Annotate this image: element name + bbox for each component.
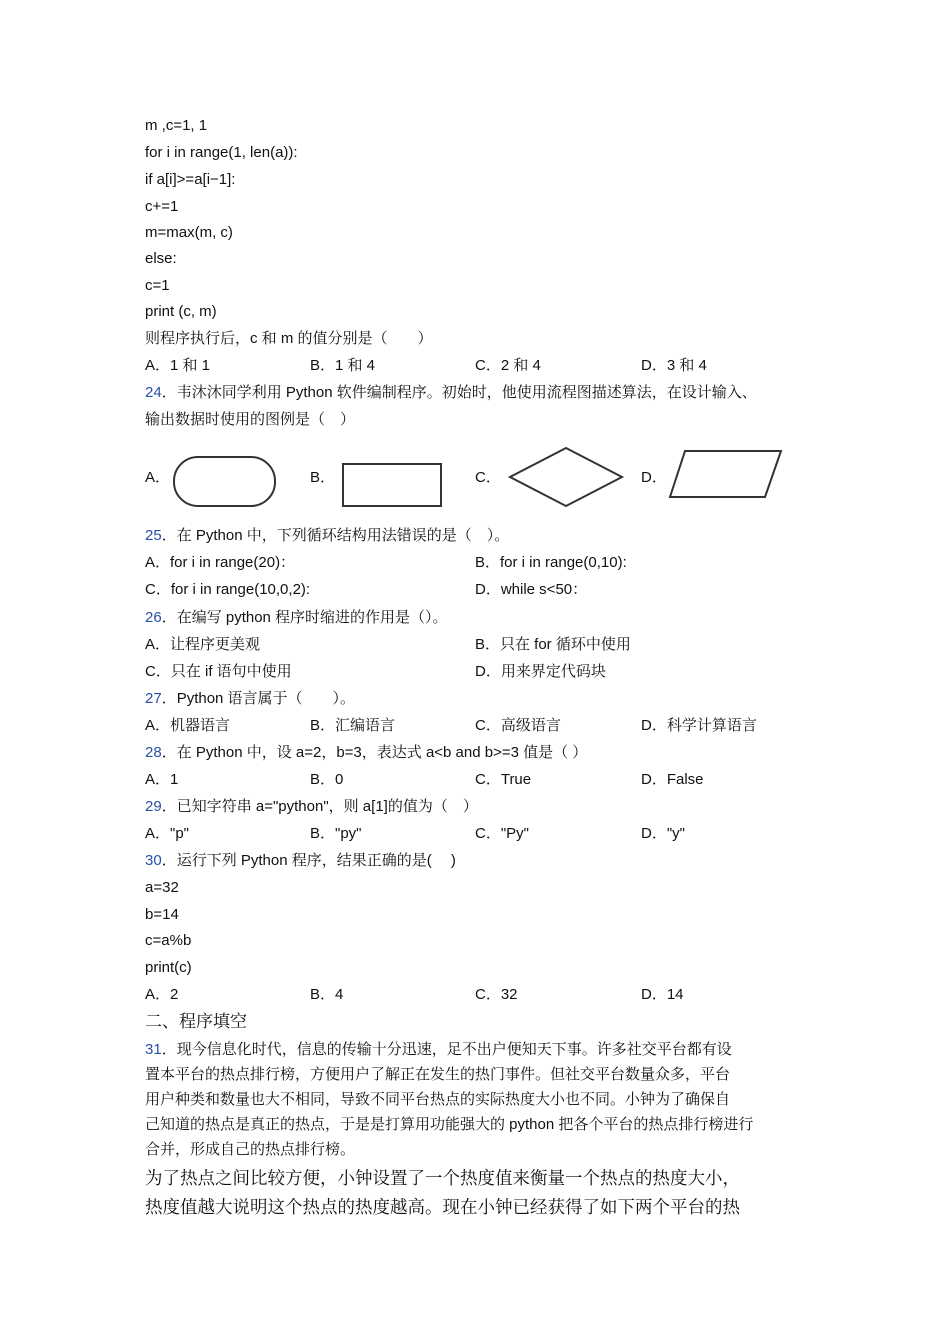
code-line: if a[i]>=a[i−1]: [145,171,236,188]
code-line: print(c) [145,959,192,976]
code-line: c=1 [145,277,170,294]
q26-option-d: D．用来界定代码块 [475,663,606,680]
question-31-text: 己知道的热点是真正的热点，于是是打算用功能强大的 python 把各个平台的热点排行榜进行 [145,1116,754,1133]
q24-option-d-label: D． [641,469,667,486]
q25-option-a: A．for i in range(20)： [145,554,296,571]
q27-option-c: C．高级语言 [475,717,561,734]
q25-option-d: D．while s<50： [475,581,588,598]
code-line: c=a%b [145,932,192,949]
question-31-text: 用户种类和数量也大不相同，导致不同平台热点的实际热度大小也不同。小钟为了确保自 [145,1091,731,1108]
section-heading: 二、程序填空 [145,1012,247,1031]
stem-text: ．在编写 python 程序时缩进的作用是（）。 [161,609,448,626]
q25-option-c: C．for i in range(10,0,2): [145,581,311,598]
question-29-stem [145,797,478,817]
question-24-stem [145,383,757,403]
q30-option-a: A．2 [145,986,179,1003]
question-number: 26 [145,609,162,626]
stem-text: ．现今信息化时代，信息的传输十分迅速，足不出户便知天下事。许多社交平台都有设 [161,1041,732,1058]
code-line: for i in range(1, len(a)): [145,144,298,161]
q27-option-a: A．机器语言 [145,717,231,734]
code-line: m=max(m, c) [145,224,233,241]
q26-option-a: A．让程序更美观 [145,636,261,653]
diamond-shape [507,446,625,508]
question-31-text: 置本平台的热点排行榜，方便用户了解正在发生的热门事件。但社交平台数量众多，平台 [145,1066,731,1083]
question-number: 31 [145,1041,162,1058]
stem-text: ．在 Python 中，设 a=2，b=3，表达式 a<b and b>=3 值是（ ） [161,744,588,761]
q29-option-a: A．"p" [145,825,189,842]
question-28-stem [145,743,587,763]
q29-option-d: D．"y" [641,825,685,842]
q29-option-c: C．"Py" [475,825,529,842]
q25-option-b: B．for i in range(0,10): [475,554,627,571]
q24-option-b-label: B． [310,469,336,486]
q24-option-a-label: A． [145,469,171,486]
code-line: c+=1 [145,198,179,215]
code-line: m ,c=1, 1 [145,117,208,134]
question-number: 25 [145,527,162,544]
q23-option-d: D．3 和 4 [641,357,707,374]
question-23-stem: 则程序执行后，c 和 m 的值分别是（ ） [145,330,433,347]
stem-text: ．Python 语言属于（ ）。 [161,690,356,707]
stem-text: ．在 Python 中，下列循环结构用法错误的是（ ）。 [161,527,510,544]
q26-option-b: B．只在 for 循环中使用 [475,636,631,653]
question-25-stem [145,526,509,546]
question-24-stem-cont: 输出数据时使用的图例是（ ） [145,411,356,428]
q23-option-c: C．2 和 4 [475,357,541,374]
stem-text: ．韦沐沐同学利用 Python 软件编制程序。初始时，他使用流程图描述算法，在设计输入、 [161,384,757,401]
stem-text: ．已知字符串 a="python"，则 a[1]的值为（ ） [161,798,478,815]
q24-option-c-label: C． [475,469,501,486]
question-31-text [145,1040,732,1060]
parallelogram-shape [668,448,784,500]
q28-option-c: C．True [475,771,532,788]
code-line: else: [145,250,177,267]
q28-option-a: A．1 [145,771,179,788]
q26-option-c: C．只在 if 语句中使用 [145,663,292,680]
q29-option-b: B．"py" [310,825,362,842]
q30-option-d: D．14 [641,986,684,1003]
question-number: 24 [145,384,162,401]
question-26-stem [145,608,448,628]
q30-option-b: B．4 [310,986,344,1003]
q27-option-d: D．科学计算语言 [641,717,757,734]
code-line: print (c, m) [145,303,217,320]
question-27-stem [145,689,355,709]
question-number: 27 [145,690,162,707]
q23-option-b: B．1 和 4 [310,357,376,374]
q28-option-b: B．0 [310,771,344,788]
question-30-stem [145,851,456,871]
code-line: a=32 [145,879,179,896]
q30-option-c: C．32 [475,986,518,1003]
question-number: 29 [145,798,162,815]
question-number: 28 [145,744,162,761]
stem-text: ．运行下列 Python 程序，结果正确的是( ) [161,852,456,869]
rounded-rectangle-shape [172,454,278,510]
q27-option-b: B．汇编语言 [310,717,396,734]
question-number: 30 [145,852,162,869]
q23-option-a: A．1 和 1 [145,357,211,374]
q28-option-d: D．False [641,771,704,788]
code-line: b=14 [145,906,179,923]
question-31-large-text: 热度值越大说明这个热点的热度越高。现在小钟已经获得了如下两个平台的热 [145,1198,740,1218]
question-31-large-text: 为了热点之间比较方便，小钟设置了一个热度值来衡量一个热点的热度大小， [145,1169,740,1189]
question-31-text: 合并，形成自己的热点排行榜。 [145,1141,356,1158]
rectangle-shape [340,461,444,509]
